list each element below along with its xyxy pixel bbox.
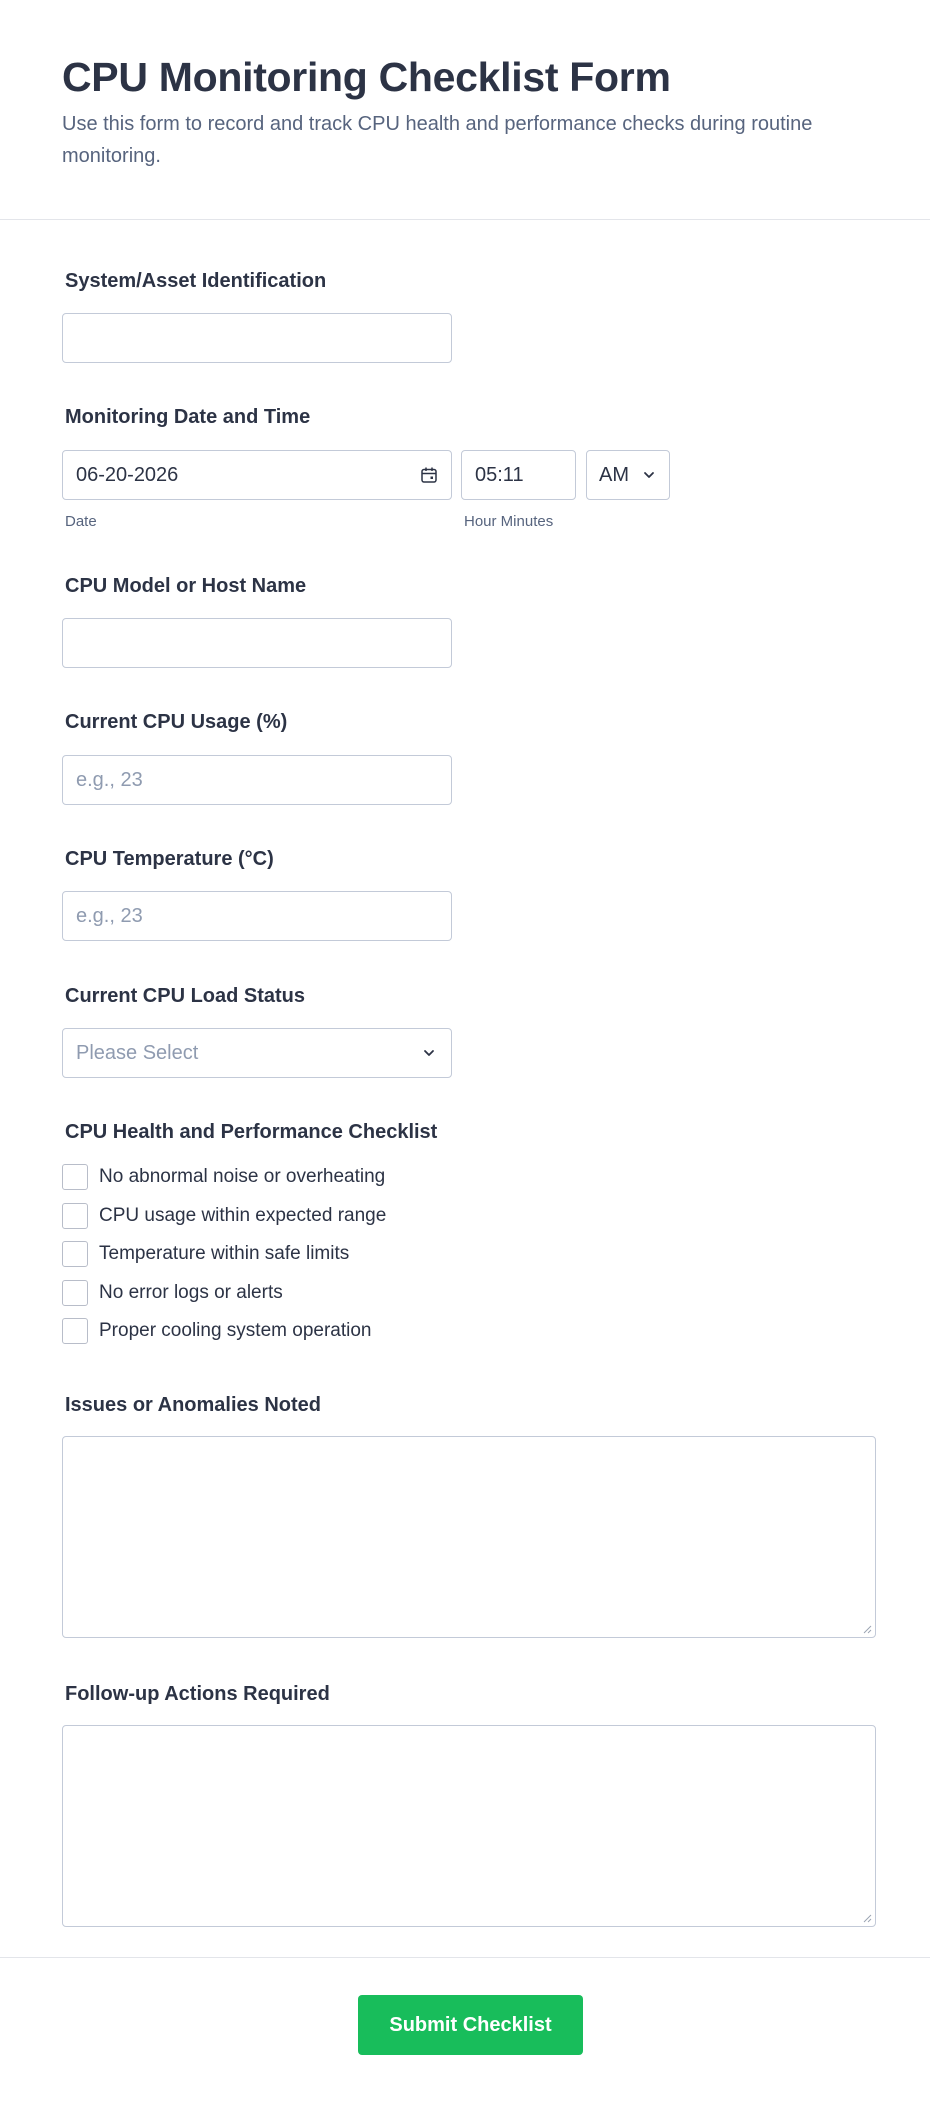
checkbox-label: Proper cooling system operation: [99, 1320, 372, 1341]
date-sublabel: Date: [65, 513, 97, 530]
chevron-down-icon: [639, 465, 659, 485]
form-title: CPU Monitoring Checklist Form: [62, 54, 671, 100]
asset-label: System/Asset Identification: [65, 270, 327, 292]
date-input[interactable]: [62, 450, 452, 500]
checkbox-label: Temperature within safe limits: [99, 1243, 350, 1264]
resize-grip-icon[interactable]: [862, 1913, 872, 1923]
time-input[interactable]: [461, 450, 576, 500]
time-sublabel: Hour Minutes: [464, 513, 554, 530]
checkbox[interactable]: [62, 1241, 88, 1267]
checkbox[interactable]: [62, 1164, 88, 1190]
datetime-label: Monitoring Date and Time: [65, 406, 311, 428]
time-value: 05:11: [475, 463, 524, 486]
followup-label: Follow-up Actions Required: [65, 1683, 330, 1705]
checkbox[interactable]: [62, 1203, 88, 1229]
calendar-icon[interactable]: [419, 465, 439, 485]
date-value: 06-20-2026: [76, 463, 179, 486]
checklist-item[interactable]: [62, 1241, 349, 1267]
checklist-item[interactable]: [62, 1318, 371, 1344]
issues-textarea[interactable]: [62, 1436, 876, 1638]
ampm-value: AM: [599, 463, 629, 486]
temperature-placeholder: e.g., 23: [76, 904, 143, 927]
model-input[interactable]: [62, 618, 452, 668]
form-subtitle: Use this form to record and track CPU health and performance checks during routine monitoring.: [62, 113, 813, 167]
asset-input[interactable]: [62, 313, 452, 363]
checkbox[interactable]: [62, 1280, 88, 1306]
load-status-placeholder: Please Select: [76, 1041, 199, 1064]
usage-placeholder: e.g., 23: [76, 768, 143, 791]
checkbox-label: No error logs or alerts: [99, 1282, 283, 1303]
checklist-item[interactable]: [62, 1280, 283, 1306]
usage-input[interactable]: [62, 755, 452, 805]
footer-divider: [0, 1957, 930, 1958]
temperature-label: CPU Temperature (°C): [65, 848, 274, 870]
resize-grip-icon[interactable]: [862, 1624, 872, 1634]
checkbox-label: No abnormal noise or overheating: [99, 1166, 386, 1187]
followup-textarea[interactable]: [62, 1725, 876, 1927]
load-status-label: Current CPU Load Status: [65, 985, 306, 1007]
usage-label: Current CPU Usage (%): [65, 711, 288, 733]
checklist-item[interactable]: [62, 1203, 386, 1229]
ampm-select[interactable]: [586, 450, 670, 500]
submit-button[interactable]: Submit Checklist: [358, 1995, 583, 2055]
chevron-down-icon: [419, 1043, 439, 1063]
checklist-label: CPU Health and Performance Checklist: [65, 1121, 438, 1143]
checklist-item[interactable]: [62, 1164, 385, 1190]
model-label: CPU Model or Host Name: [65, 575, 307, 597]
checkbox-label: CPU usage within expected range: [99, 1205, 387, 1226]
issues-label: Issues or Anomalies Noted: [65, 1394, 321, 1416]
checkbox[interactable]: [62, 1318, 88, 1344]
load-status-select[interactable]: [62, 1028, 452, 1078]
temperature-input[interactable]: [62, 891, 452, 941]
form-header: [0, 0, 930, 220]
